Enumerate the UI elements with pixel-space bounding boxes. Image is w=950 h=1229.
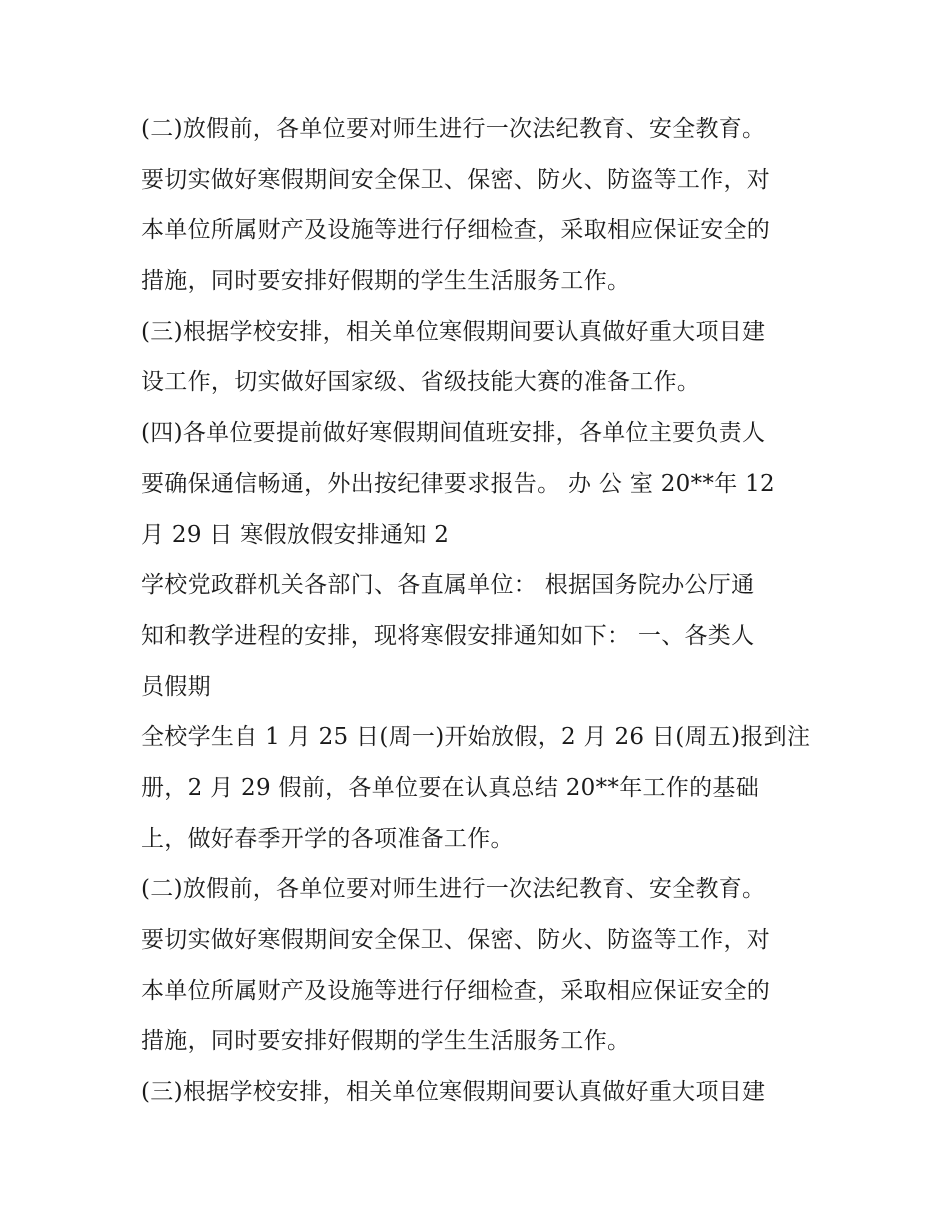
text-line: (三)根据学校安排，相关单位寒假期间要认真做好重大项目建 (141, 318, 766, 345)
text-line: (二)放假前，各单位要对师生进行一次法纪教育、安全教育。 (141, 116, 766, 142)
text-line: 措施，同时要安排好假期的学生生活服务工作。 (141, 268, 631, 295)
text-line: 员假期 (141, 673, 211, 700)
text-line: 学校党政群机关各部门、各直属单位： 根据国务院办公厅通 (141, 572, 755, 599)
text-line: 要确保通信畅通，外出按纪律要求报告。 办 公 室 20**年 12 (141, 470, 775, 497)
text-line: 知和教学进程的安排，现将寒假安排通知如下： 一、各类人 (141, 622, 755, 649)
text-line: 全校学生自 1 月 25 日(周一)开始放假，2 月 26 日(周五)报到注 (141, 724, 811, 751)
text-line: 本单位所属财产及设施等进行仔细检查，采取相应保证安全的 (141, 977, 771, 1004)
text-line: (三)根据学校安排，相关单位寒假期间要认真做好重大项目建 (141, 1079, 766, 1106)
text-line: 本单位所属财产及设施等进行仔细检查，采取相应保证安全的 (141, 217, 771, 244)
text-line: 月 29 日 寒假放假安排通知 2 (141, 521, 450, 548)
text-line: (二)放假前，各单位要对师生进行一次法纪教育、安全教育。 (141, 876, 766, 903)
text-line: 要切实做好寒假期间安全保卫、保密、防火、防盗等工作，对 (141, 927, 771, 953)
document-body (141, 110, 821, 1124)
text-line: 册，2 月 29 假前，各单位要在认真总结 20**年工作的基础 (141, 774, 760, 801)
text-line: 要切实做好寒假期间安全保卫、保密、防火、防盗等工作，对 (141, 166, 771, 193)
text-line: 措施，同时要安排好假期的学生生活服务工作。 (141, 1028, 631, 1055)
text-line: (四)各单位要提前做好寒假期间值班安排，各单位主要负责人 (141, 420, 766, 447)
text-line: 上，做好春季开学的各项准备工作。 (141, 825, 514, 852)
text-line: 设工作，切实做好国家级、省级技能大赛的准备工作。 (141, 369, 701, 396)
